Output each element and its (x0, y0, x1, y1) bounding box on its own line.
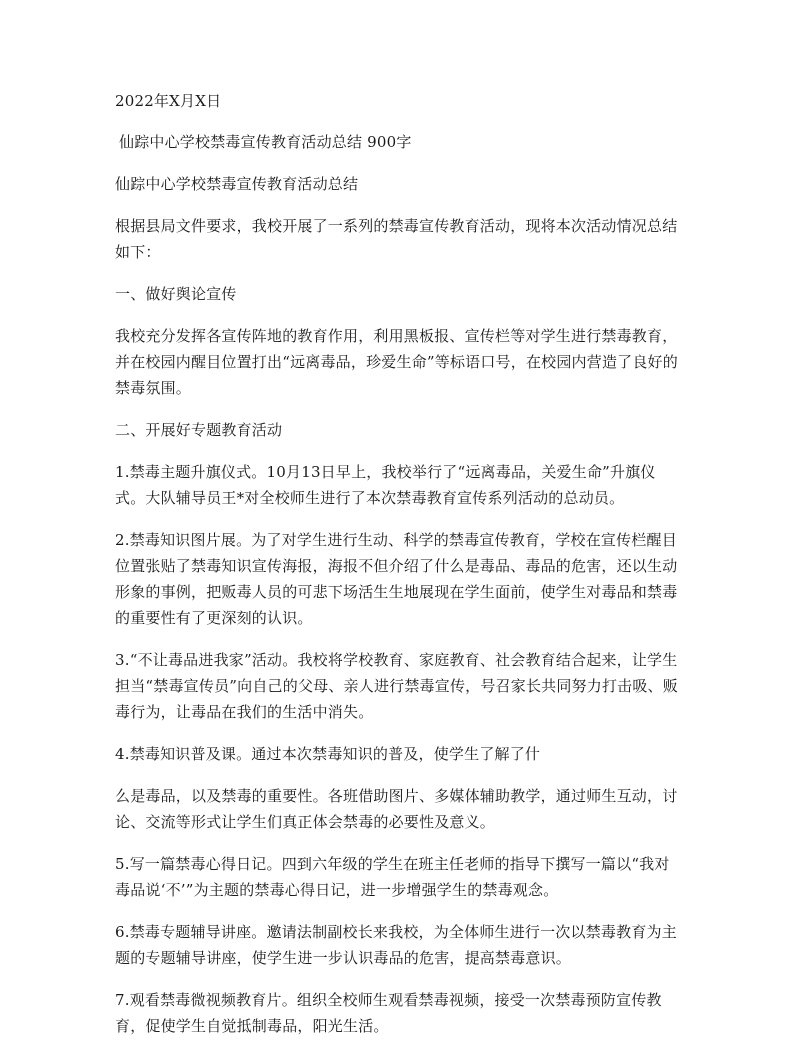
document-subtitle: 仙踪中心学校禁毒宣传教育活动总结 900字 (119, 133, 412, 151)
list-item-7: 7.观看禁毒微视频教育片。组织全校师生观看禁毒视频，接受一次禁毒预防宣传教育，促使学生自觉抵制毒品，阳光生活。 (115, 991, 662, 1035)
list-item-5: 5.写一篇禁毒心得日记。四到六年级的学生在班主任老师的指导下撰写一篇以“我对毒品说‘不’”为主题的禁毒心得日记，进一步增强学生的禁毒观念。 (115, 855, 670, 899)
section-2-heading: 二、开展好专题教育活动 (115, 421, 283, 439)
section-1-body: 我校充分发挥各宣传阵地的教育作用，利用黑板报、宣传栏等对学生进行禁毒教育，并在校园内醒目位置打出“远离毒品，珍爱生命”等标语口号，在校园内营造了良好的禁毒氛围。 (115, 327, 678, 397)
list-item-4-part-2: 么是毒品，以及禁毒的重要性。各班借助图片、多媒体辅助教学，通过师生互动，讨论、交流等形式让学生们真正体会禁毒的必要性及意义。 (115, 787, 678, 831)
document-date: 2022年X月X日 (115, 92, 222, 110)
list-item-6: 6.禁毒专题辅导讲座。邀请法制副校长来我校，为全体师生进行一次以禁毒教育为主题的专题辅导讲座，使学生进一步认识毒品的危害，提高禁毒意识。 (115, 923, 677, 967)
section-1-heading: 一、做好舆论宣传 (115, 285, 237, 303)
list-item-3: 3.“不让毒品进我家”活动。我校将学校教育、家庭教育、社会教育结合起来，让学生担当“禁毒宣传员”向自己的父母、亲人进行禁毒宣传，号召家长共同努力打击吸、贩毒行为，让毒品在我们的生活中消失。 (115, 651, 678, 721)
document-page (115, 88, 681, 1055)
list-item-2: 2.禁毒知识图片展。为了对学生进行生动、科学的禁毒宣传教育，学校在宣传栏醒目位置张贴了禁毒知识宣传海报，海报不但介绍了什么是毒品、毒品的危害，还以生动形象的事例，把贩毒人员的可悲下场活生生地展现在学生面前，使学生对毒品和禁毒的重要性有了更深刻的认识。 (115, 531, 678, 627)
document-title: 仙踪中心学校禁毒宣传教育活动总结 (115, 175, 359, 193)
list-item-4-part-1: 4.禁毒知识普及课。通过本次禁毒知识的普及，使学生了解了什 (115, 745, 541, 763)
intro-paragraph: 根据县局文件要求，我校开展了一系列的禁毒宣传教育活动，现将本次活动情况总结如下： (115, 217, 678, 261)
list-item-1: 1.禁毒主题升旗仪式。10月13日早上，我校举行了“远离毒品，关爱生命”升旗仪式。大队辅导员王*对全校师生进行了本次禁毒教育宣传系列活动的总动员。 (115, 463, 656, 507)
